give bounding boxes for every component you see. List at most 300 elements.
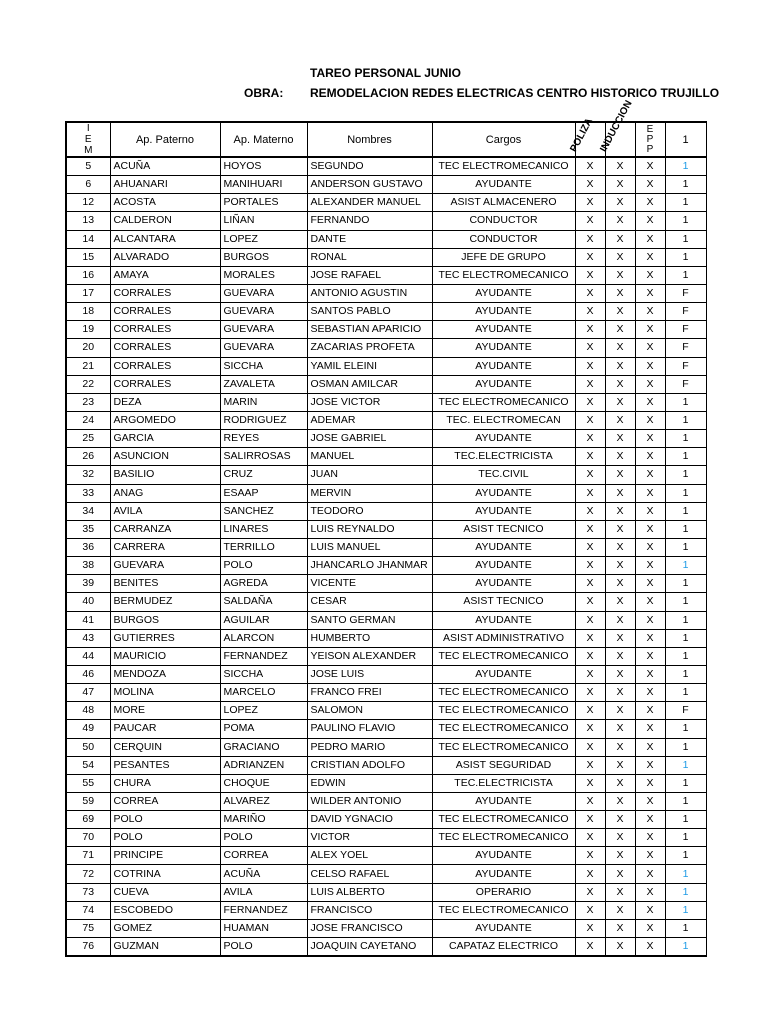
cell-nombres: PAULINO FLAVIO (307, 720, 432, 738)
cell-induccion: X (605, 176, 635, 194)
table-row (66, 738, 706, 756)
cell-induccion: X (605, 502, 635, 520)
cell-poliza: X (575, 611, 605, 629)
cell-epp: X (635, 720, 665, 738)
cell-poliza: X (575, 248, 605, 266)
col-header-epp: E P P (635, 122, 665, 157)
table-row (66, 538, 706, 556)
cell-item: 75 (66, 919, 110, 937)
cell-cargo: ASIST SEGURIDAD (432, 756, 575, 774)
cell-epp: X (635, 284, 665, 302)
cell-day-1: F (665, 303, 706, 321)
cell-cargo: AYUDANTE (432, 792, 575, 810)
cell-ap-paterno: DEZA (110, 393, 220, 411)
cell-ap-materno: SICCHA (220, 665, 307, 683)
cell-poliza: X (575, 811, 605, 829)
cell-ap-paterno: AHUANARI (110, 176, 220, 194)
cell-ap-paterno: ESCOBEDO (110, 901, 220, 919)
cell-day-1: 1 (665, 502, 706, 520)
cell-day-1: F (665, 284, 706, 302)
cell-nombres: VICENTE (307, 575, 432, 593)
cell-poliza: X (575, 357, 605, 375)
cell-epp: X (635, 847, 665, 865)
cell-ap-materno: FERNANDEZ (220, 647, 307, 665)
cell-poliza: X (575, 629, 605, 647)
cell-ap-materno: AVILA (220, 883, 307, 901)
cell-ap-paterno: GARCIA (110, 430, 220, 448)
cell-day-1: 1 (665, 230, 706, 248)
cell-day-1: 1 (665, 557, 706, 575)
cell-ap-paterno: ACOSTA (110, 194, 220, 212)
cell-nombres: CESAR (307, 593, 432, 611)
cell-cargo: TEC ELECTROMECANICO (432, 684, 575, 702)
cell-induccion: X (605, 938, 635, 957)
cell-day-1: 1 (665, 792, 706, 810)
cell-epp: X (635, 829, 665, 847)
cell-nombres: MERVIN (307, 484, 432, 502)
cell-epp: X (635, 466, 665, 484)
cell-item: 32 (66, 466, 110, 484)
cell-ap-materno: CRUZ (220, 466, 307, 484)
cell-poliza: X (575, 774, 605, 792)
cell-nombres: OSMAN AMILCAR (307, 375, 432, 393)
cell-item: 26 (66, 448, 110, 466)
cell-induccion: X (605, 720, 635, 738)
cell-nombres: PEDRO MARIO (307, 738, 432, 756)
cell-ap-paterno: GUTIERRES (110, 629, 220, 647)
obra-label: OBRA: (244, 86, 284, 100)
cell-ap-paterno: CERQUIN (110, 738, 220, 756)
cell-induccion: X (605, 339, 635, 357)
col-header-nombres: Nombres (307, 122, 432, 157)
cell-epp: X (635, 738, 665, 756)
table-row (66, 811, 706, 829)
cell-item: 21 (66, 357, 110, 375)
cell-day-1: 1 (665, 756, 706, 774)
cell-ap-paterno: ALVARADO (110, 248, 220, 266)
cell-item: 5 (66, 157, 110, 176)
cell-epp: X (635, 339, 665, 357)
cell-induccion: X (605, 484, 635, 502)
cell-epp: X (635, 938, 665, 957)
cell-poliza: X (575, 792, 605, 810)
cell-induccion: X (605, 702, 635, 720)
cell-item: 15 (66, 248, 110, 266)
cell-item: 46 (66, 665, 110, 683)
cell-induccion: X (605, 157, 635, 176)
cell-ap-paterno: MOLINA (110, 684, 220, 702)
cell-poliza: X (575, 321, 605, 339)
cell-nombres: ALEXANDER MANUEL (307, 194, 432, 212)
table-row (66, 448, 706, 466)
cell-ap-materno: POLO (220, 829, 307, 847)
cell-epp: X (635, 266, 665, 284)
cell-poliza: X (575, 738, 605, 756)
cell-epp: X (635, 792, 665, 810)
table-row (66, 176, 706, 194)
cell-poliza: X (575, 557, 605, 575)
cell-day-1: 1 (665, 611, 706, 629)
cell-cargo: TEC ELECTROMECANICO (432, 647, 575, 665)
cell-induccion: X (605, 357, 635, 375)
cell-epp: X (635, 611, 665, 629)
cell-ap-materno: MARIN (220, 393, 307, 411)
cell-poliza: X (575, 284, 605, 302)
cell-ap-materno: GUEVARA (220, 284, 307, 302)
report-title: TAREO PERSONAL JUNIO (310, 66, 461, 80)
cell-ap-materno: HOYOS (220, 157, 307, 176)
cell-cargo: AYUDANTE (432, 357, 575, 375)
cell-item: 74 (66, 901, 110, 919)
cell-nombres: JOSE VICTOR (307, 393, 432, 411)
table-row (66, 157, 706, 176)
cell-item: 18 (66, 303, 110, 321)
cell-epp: X (635, 393, 665, 411)
cell-poliza: X (575, 919, 605, 937)
cell-nombres: YEISON ALEXANDER (307, 647, 432, 665)
cell-item: 17 (66, 284, 110, 302)
cell-day-1: 1 (665, 176, 706, 194)
cell-ap-materno: TERRILLO (220, 538, 307, 556)
cell-poliza: X (575, 665, 605, 683)
cell-ap-materno: SALDAÑA (220, 593, 307, 611)
cell-epp: X (635, 538, 665, 556)
cell-epp: X (635, 774, 665, 792)
obra-value: REMODELACION REDES ELECTRICAS CENTRO HISTORICO TRUJILLO (310, 86, 720, 100)
cell-ap-paterno: GUEVARA (110, 557, 220, 575)
cell-ap-paterno: PESANTES (110, 756, 220, 774)
cell-ap-paterno: POLO (110, 811, 220, 829)
cell-nombres: ANDERSON GUSTAVO (307, 176, 432, 194)
cell-ap-paterno: GOMEZ (110, 919, 220, 937)
cell-induccion: X (605, 212, 635, 230)
cell-ap-materno: HUAMAN (220, 919, 307, 937)
cell-ap-materno: ESAAP (220, 484, 307, 502)
table-row (66, 792, 706, 810)
cell-poliza: X (575, 901, 605, 919)
cell-epp: X (635, 901, 665, 919)
cell-day-1: 1 (665, 883, 706, 901)
cell-day-1: 1 (665, 774, 706, 792)
cell-induccion: X (605, 738, 635, 756)
cell-nombres: FRANCO FREI (307, 684, 432, 702)
cell-cargo: AYUDANTE (432, 665, 575, 683)
cell-cargo: TEC ELECTROMECANICO (432, 811, 575, 829)
cell-cargo: AYUDANTE (432, 176, 575, 194)
cell-ap-paterno: PAUCAR (110, 720, 220, 738)
cell-ap-paterno: CUEVA (110, 883, 220, 901)
cell-ap-materno: MANIHUARI (220, 176, 307, 194)
table-row (66, 829, 706, 847)
cell-cargo: AYUDANTE (432, 557, 575, 575)
cell-item: 70 (66, 829, 110, 847)
cell-cargo: AYUDANTE (432, 284, 575, 302)
cell-day-1: 1 (665, 901, 706, 919)
cell-day-1: F (665, 339, 706, 357)
cell-ap-materno: LIÑAN (220, 212, 307, 230)
cell-ap-materno: GRACIANO (220, 738, 307, 756)
cell-induccion: X (605, 248, 635, 266)
cell-ap-materno: LOPEZ (220, 702, 307, 720)
cell-day-1: 1 (665, 484, 706, 502)
cell-epp: X (635, 629, 665, 647)
cell-item: 43 (66, 629, 110, 647)
cell-ap-materno: CORREA (220, 847, 307, 865)
cell-cargo: ASIST ADMINISTRATIVO (432, 629, 575, 647)
cell-item: 40 (66, 593, 110, 611)
cell-day-1: 1 (665, 466, 706, 484)
cell-ap-materno: MORALES (220, 266, 307, 284)
cell-induccion: X (605, 684, 635, 702)
cell-ap-paterno: ALCANTARA (110, 230, 220, 248)
cell-induccion: X (605, 665, 635, 683)
cell-ap-paterno: AVILA (110, 502, 220, 520)
cell-item: 16 (66, 266, 110, 284)
table-row (66, 375, 706, 393)
cell-poliza: X (575, 303, 605, 321)
cell-epp: X (635, 756, 665, 774)
cell-poliza: X (575, 157, 605, 176)
cell-item: 49 (66, 720, 110, 738)
cell-ap-materno: ALVAREZ (220, 792, 307, 810)
table-row (66, 411, 706, 429)
cell-poliza: X (575, 375, 605, 393)
cell-induccion: X (605, 865, 635, 883)
cell-ap-materno: SANCHEZ (220, 502, 307, 520)
cell-induccion: X (605, 792, 635, 810)
cell-cargo: AYUDANTE (432, 375, 575, 393)
table-row (66, 266, 706, 284)
table-row (66, 357, 706, 375)
cell-day-1: 1 (665, 720, 706, 738)
cell-ap-paterno: CARRANZA (110, 520, 220, 538)
cell-day-1: 1 (665, 629, 706, 647)
cell-ap-materno: PORTALES (220, 194, 307, 212)
cell-cargo: AYUDANTE (432, 847, 575, 865)
cell-epp: X (635, 520, 665, 538)
cell-epp: X (635, 647, 665, 665)
cell-cargo: AYUDANTE (432, 502, 575, 520)
cell-item: 54 (66, 756, 110, 774)
cell-item: 12 (66, 194, 110, 212)
cell-ap-paterno: CORRALES (110, 339, 220, 357)
cell-nombres: YAMIL ELEINI (307, 357, 432, 375)
cell-cargo: AYUDANTE (432, 919, 575, 937)
cell-nombres: JOSE LUIS (307, 665, 432, 683)
cell-ap-paterno: ANAG (110, 484, 220, 502)
table-row (66, 284, 706, 302)
cell-cargo: JEFE DE GRUPO (432, 248, 575, 266)
cell-induccion: X (605, 611, 635, 629)
cell-item: 22 (66, 375, 110, 393)
cell-item: 71 (66, 847, 110, 865)
cell-day-1: 1 (665, 212, 706, 230)
cell-induccion: X (605, 466, 635, 484)
col-header-poliza (567, 116, 605, 157)
cell-induccion: X (605, 266, 635, 284)
cell-item: 72 (66, 865, 110, 883)
cell-ap-materno: LINARES (220, 520, 307, 538)
cell-ap-materno: ACUÑA (220, 865, 307, 883)
cell-poliza: X (575, 230, 605, 248)
cell-nombres: JOSE RAFAEL (307, 266, 432, 284)
cell-day-1: 1 (665, 194, 706, 212)
cell-epp: X (635, 375, 665, 393)
cell-ap-paterno: GUZMAN (110, 938, 220, 957)
table-row (66, 466, 706, 484)
cell-nombres: WILDER ANTONIO (307, 792, 432, 810)
cell-ap-materno: MARIÑO (220, 811, 307, 829)
cell-item: 39 (66, 575, 110, 593)
table-row (66, 774, 706, 792)
cell-nombres: RONAL (307, 248, 432, 266)
cell-poliza: X (575, 593, 605, 611)
cell-epp: X (635, 448, 665, 466)
cell-nombres: JUAN (307, 466, 432, 484)
cell-item: 33 (66, 484, 110, 502)
cell-ap-materno: GUEVARA (220, 321, 307, 339)
cell-item: 41 (66, 611, 110, 629)
cell-cargo: TEC.ELECTRICISTA (432, 774, 575, 792)
cell-day-1: F (665, 702, 706, 720)
cell-poliza: X (575, 756, 605, 774)
cell-epp: X (635, 702, 665, 720)
cell-ap-paterno: AMAYA (110, 266, 220, 284)
cell-poliza: X (575, 538, 605, 556)
cell-nombres: SEGUNDO (307, 157, 432, 176)
cell-epp: X (635, 883, 665, 901)
cell-induccion: X (605, 575, 635, 593)
cell-ap-paterno: BURGOS (110, 611, 220, 629)
cell-induccion: X (605, 901, 635, 919)
table-row (66, 702, 706, 720)
table-row (66, 847, 706, 865)
cell-epp: X (635, 557, 665, 575)
cell-ap-materno: GUEVARA (220, 303, 307, 321)
cell-ap-paterno: CORRALES (110, 375, 220, 393)
table-row (66, 756, 706, 774)
cell-day-1: 1 (665, 865, 706, 883)
cell-poliza: X (575, 411, 605, 429)
cell-day-1: 1 (665, 520, 706, 538)
cell-induccion: X (605, 829, 635, 847)
cell-nombres: DANTE (307, 230, 432, 248)
cell-epp: X (635, 194, 665, 212)
cell-ap-paterno: COTRINA (110, 865, 220, 883)
cell-poliza: X (575, 847, 605, 865)
cell-poliza: X (575, 212, 605, 230)
cell-ap-materno: FERNANDEZ (220, 901, 307, 919)
cell-nombres: LUIS MANUEL (307, 538, 432, 556)
cell-nombres: HUMBERTO (307, 629, 432, 647)
col-header-item: I E M (66, 122, 110, 157)
cell-ap-materno: POLO (220, 938, 307, 957)
table-row (66, 339, 706, 357)
cell-cargo: AYUDANTE (432, 611, 575, 629)
cell-day-1: 1 (665, 593, 706, 611)
cell-day-1: 1 (665, 157, 706, 176)
cell-day-1: F (665, 375, 706, 393)
cell-induccion: X (605, 303, 635, 321)
cell-day-1: F (665, 357, 706, 375)
table-row (66, 484, 706, 502)
cell-epp: X (635, 865, 665, 883)
cell-ap-paterno: CORREA (110, 792, 220, 810)
col-header-induccion (597, 98, 635, 157)
cell-item: 48 (66, 702, 110, 720)
col-header-ap-paterno: Ap. Paterno (110, 122, 220, 157)
cell-item: 59 (66, 792, 110, 810)
cell-poliza: X (575, 938, 605, 957)
cell-epp: X (635, 430, 665, 448)
cell-ap-paterno: BASILIO (110, 466, 220, 484)
cell-ap-materno: ALARCON (220, 629, 307, 647)
cell-ap-materno: REYES (220, 430, 307, 448)
cell-poliza: X (575, 520, 605, 538)
cell-cargo: OPERARIO (432, 883, 575, 901)
cell-induccion: X (605, 557, 635, 575)
cell-ap-materno: GUEVARA (220, 339, 307, 357)
cell-day-1: 1 (665, 829, 706, 847)
table-row (66, 303, 706, 321)
cell-item: 47 (66, 684, 110, 702)
cell-induccion: X (605, 375, 635, 393)
cell-induccion: X (605, 647, 635, 665)
cell-item: 23 (66, 393, 110, 411)
cell-item: 35 (66, 520, 110, 538)
col-header-ap-materno: Ap. Materno (220, 122, 307, 157)
cell-ap-paterno: CARRERA (110, 538, 220, 556)
table-row (66, 430, 706, 448)
cell-day-1: 1 (665, 538, 706, 556)
cell-poliza: X (575, 684, 605, 702)
cell-ap-materno: SICCHA (220, 357, 307, 375)
cell-ap-paterno: CHURA (110, 774, 220, 792)
cell-epp: X (635, 212, 665, 230)
cell-epp: X (635, 303, 665, 321)
cell-induccion: X (605, 448, 635, 466)
cell-induccion: X (605, 883, 635, 901)
cell-nombres: CELSO RAFAEL (307, 865, 432, 883)
table-row (66, 248, 706, 266)
cell-ap-paterno: MAURICIO (110, 647, 220, 665)
cell-induccion: X (605, 194, 635, 212)
cell-nombres: JOSE GABRIEL (307, 430, 432, 448)
table-row (66, 575, 706, 593)
cell-ap-materno: MARCELO (220, 684, 307, 702)
cell-ap-materno: POLO (220, 557, 307, 575)
cell-epp: X (635, 411, 665, 429)
cell-induccion: X (605, 321, 635, 339)
table-body (66, 157, 706, 956)
table-row (66, 393, 706, 411)
cell-cargo: AYUDANTE (432, 430, 575, 448)
cell-nombres: ADEMAR (307, 411, 432, 429)
cell-day-1: F (665, 321, 706, 339)
cell-cargo: ASIST TECNICO (432, 520, 575, 538)
cell-cargo: AYUDANTE (432, 321, 575, 339)
cell-poliza: X (575, 176, 605, 194)
cell-nombres: LUIS REYNALDO (307, 520, 432, 538)
cell-epp: X (635, 684, 665, 702)
cell-poliza: X (575, 702, 605, 720)
cell-day-1: 1 (665, 411, 706, 429)
cell-epp: X (635, 248, 665, 266)
cell-day-1: 1 (665, 266, 706, 284)
cell-poliza: X (575, 720, 605, 738)
cell-cargo: AYUDANTE (432, 303, 575, 321)
cell-nombres: ANTONIO AGUSTIN (307, 284, 432, 302)
